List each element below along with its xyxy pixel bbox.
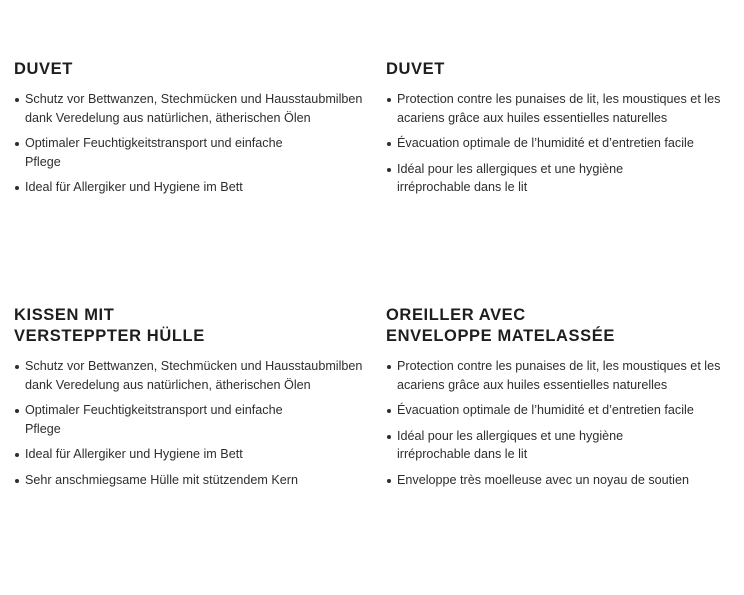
feature-list bbox=[386, 90, 736, 197]
list-item: Idéal pour les allergiques et une hygiène irréprochable dans le lit bbox=[386, 160, 667, 197]
section-heading bbox=[14, 305, 364, 347]
heading-line: KISSEN MIT bbox=[14, 306, 115, 324]
pillow-section-fr bbox=[386, 305, 736, 496]
heading-line: DUVET bbox=[386, 60, 445, 78]
heading-line: OREILLER AVEC bbox=[386, 306, 526, 324]
section-heading bbox=[14, 59, 364, 80]
list-item: Évacuation optimale de l’humidité et d’entretien facile bbox=[386, 134, 744, 153]
feature-list bbox=[14, 90, 364, 197]
list-item: Enveloppe très moelleuse avec un noyau de soutien bbox=[386, 471, 744, 490]
heading-line: VERSTEPPTER HÜLLE bbox=[14, 327, 205, 345]
list-item: Idéal pour les allergiques et une hygiène irréprochable dans le lit bbox=[386, 427, 667, 464]
list-item: Protection contre les punaises de lit, les moustiques et les acariens grâce aux huiles essentielles naturelles bbox=[386, 357, 742, 394]
list-item: Optimaler Feuchtigkeitstransport und einfache Pflege bbox=[14, 134, 285, 171]
section-heading bbox=[386, 305, 736, 347]
heading-line: ENVELOPPE MATELASSÉE bbox=[386, 327, 615, 345]
duvet-section-de bbox=[14, 59, 364, 204]
list-item: Schutz vor Bettwanzen, Stechmücken und Hausstaubmilben dank Veredelung aus natürlichen, ätherischen Ölen bbox=[14, 90, 365, 127]
list-item: Ideal für Allergiker und Hygiene im Bett bbox=[14, 445, 364, 464]
feature-list bbox=[386, 357, 736, 489]
list-item: Schutz vor Bettwanzen, Stechmücken und Hausstaubmilben dank Veredelung aus natürlichen, ätherischen Ölen bbox=[14, 357, 365, 394]
list-item: Optimaler Feuchtigkeitstransport und einfache Pflege bbox=[14, 401, 285, 438]
feature-list bbox=[14, 357, 364, 489]
list-item: Évacuation optimale de l’humidité et d’entretien facile bbox=[386, 401, 717, 420]
section-heading bbox=[386, 59, 736, 80]
list-item: Sehr anschmiegsame Hülle mit stützendem Kern bbox=[14, 471, 364, 490]
heading-line: DUVET bbox=[14, 60, 73, 78]
pillow-section-de bbox=[14, 305, 364, 496]
list-item: Protection contre les punaises de lit, les moustiques et les acariens grâce aux huiles essentielles naturelles bbox=[386, 90, 742, 127]
list-item: Ideal für Allergiker und Hygiene im Bett bbox=[14, 178, 364, 197]
duvet-section-fr bbox=[386, 59, 736, 204]
